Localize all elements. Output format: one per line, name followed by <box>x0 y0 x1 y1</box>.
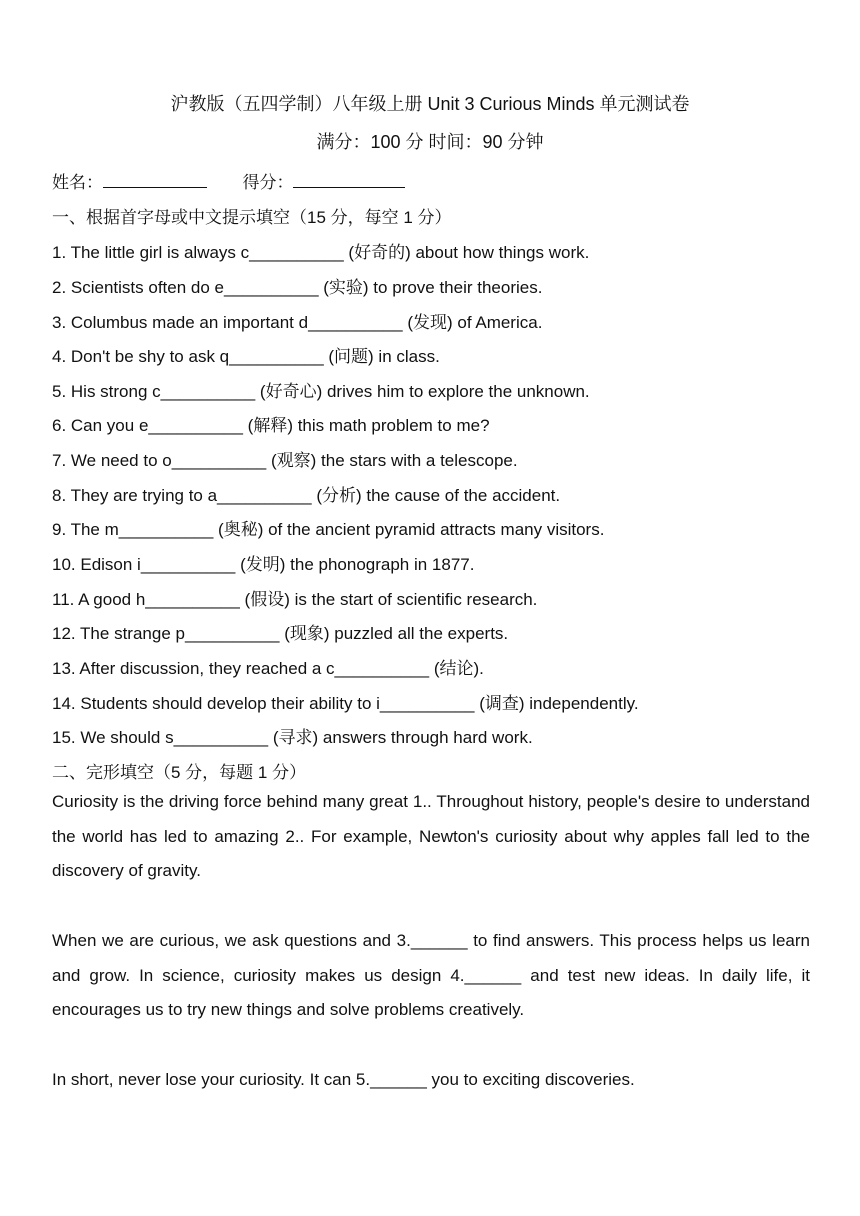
question-9: 9. The m__________ (奥秘) of the ancient pyramid attracts many visitors. <box>52 520 605 539</box>
cloze-paragraph-2: When we are curious, we ask questions and 3.______ to find answers. This process helps us learn and grow. In science, curiosity makes us design 4.______ and test new ideas. In daily life, it encourages us to try new things and solve problems creatively. <box>52 931 810 1020</box>
question-14: 14. Students should develop their ability to i__________ (调查) independently. <box>52 694 639 713</box>
question-15: 15. We should s__________ (寻求) answers through hard work. <box>52 728 533 747</box>
question-6: 6. Can you e__________ (解释) this math problem to me? <box>52 416 490 435</box>
question-5: 5. His strong c__________ (好奇心) drives him to explore the unknown. <box>52 382 590 401</box>
question-2: 2. Scientists often do e__________ (实验) to prove their theories. <box>52 278 543 297</box>
question-3: 3. Columbus made an important d__________ (发现) of America. <box>52 313 543 332</box>
cloze-paragraph-3: In short, never lose your curiosity. It can 5.______ you to exciting discoveries. <box>52 1070 635 1089</box>
question-4: 4. Don't be shy to ask q__________ (问题) in class. <box>52 347 440 366</box>
question-11: 11. A good h__________ (假设) is the start of scientific research. <box>52 590 538 609</box>
student-info-row <box>52 168 405 193</box>
question-10: 10. Edison i__________ (发明) the phonograph in 1877. <box>52 555 475 574</box>
exam-title: 沪教版（五四学制）八年级上册 Unit 3 Curious Minds 单元测试卷 <box>170 94 690 114</box>
cloze-paragraph-1: Curiosity is the driving force behind many great 1.. Throughout history, people's desire to understand the world has led to amazing 2.. For example, Newton's curiosity about why apples fall led to the discovery of gravity. <box>52 792 810 881</box>
name-blank[interactable] <box>103 173 207 188</box>
score-label: 得分： <box>242 173 294 192</box>
score-blank[interactable] <box>293 173 405 188</box>
section2-heading: 二、完形填空（5 分，每题 1 分） <box>52 763 307 782</box>
name-label: 姓名： <box>52 173 103 192</box>
section1-heading: 一、根据首字母或中文提示填空（15 分，每空 1 分） <box>52 208 452 227</box>
question-8: 8. They are trying to a__________ (分析) the cause of the accident. <box>52 486 561 505</box>
question-1: 1. The little girl is always c__________ (好奇的) about how things work. <box>52 243 590 262</box>
question-7: 7. We need to o__________ (观察) the stars with a telescope. <box>52 451 518 470</box>
exam-subtitle: 满分：100 分 时间：90 分钟 <box>316 132 544 152</box>
question-13: 13. After discussion, they reached a c__________ (结论). <box>52 659 484 678</box>
question-12: 12. The strange p__________ (现象) puzzled all the experts. <box>52 624 509 643</box>
